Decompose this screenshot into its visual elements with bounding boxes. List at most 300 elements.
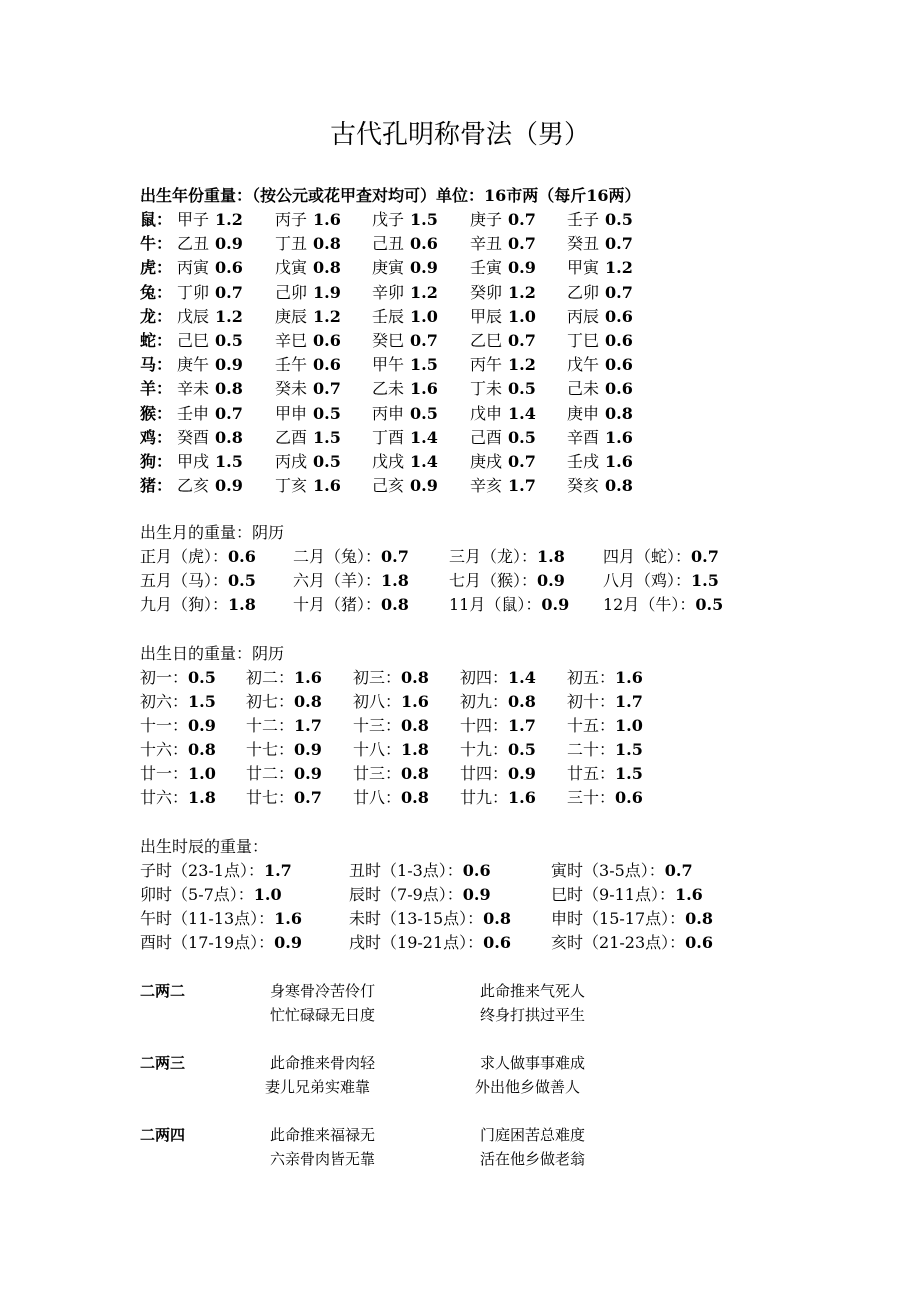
day-label: 十八： [353,740,402,759]
ganzhi: 戊午 [567,355,600,375]
heading-text: 出生日的重量：阴历 [140,644,285,663]
day-entry [353,740,429,760]
verse: 忙忙碌碌无日度 [270,1006,376,1024]
day-label: 初六： [140,692,189,711]
ganzhi: 己酉 [470,427,503,447]
year-entry [372,283,438,303]
weight-value: 1.5 [188,692,216,711]
weight-value: 0.9 [537,571,565,590]
year-entry [567,452,633,472]
poem-line [480,981,585,1001]
day-entry [567,668,643,688]
weight-value: 1.5 [410,355,438,375]
year-entry [275,404,341,424]
weight-value: 0.8 [215,427,243,447]
weight-value: 1.6 [605,427,633,447]
weight-value: 0.6 [605,306,633,326]
weight-value: 0.8 [313,258,341,278]
weight-value: 0.8 [401,668,429,687]
day-label: 初一： [140,668,189,687]
weight-value: 1.5 [615,764,643,783]
ganzhi: 己丑 [372,234,405,254]
zodiac-label [140,258,172,278]
day-label: 初二： [246,668,295,687]
year-entry [177,452,243,472]
year-entry [470,307,536,327]
year-entry [470,283,536,303]
ganzhi: 丁巳 [567,331,600,350]
hour-entry [349,933,511,953]
day-entry [567,740,643,760]
verse: 求人做事事难成 [480,1054,586,1072]
weight-value: 0.6 [215,258,243,278]
weight-value: 0.6 [605,355,633,375]
weight-value: 0.9 [541,595,570,614]
weight-value: 0.8 [294,692,322,711]
weight-value: 1.5 [313,427,341,447]
animal: 猪： [140,476,173,496]
zodiac-label [140,331,172,351]
day-entry [246,764,322,784]
day-entry [567,788,643,808]
animal: 马： [140,355,173,375]
year-entry [177,234,243,254]
weight-value: 1.6 [313,476,341,496]
poem-line [265,1077,370,1097]
ganzhi: 庚申 [567,403,600,423]
animal: 兔： [140,282,173,302]
year-entry [567,234,633,254]
poem-line [480,1053,585,1073]
month-label: 八月（鸡）： [603,571,692,590]
verse: 终身打拱过平生 [480,1006,586,1024]
year-entry [372,476,438,496]
day-label: 廿二： [246,764,295,783]
weight-value: 0.5 [695,595,724,614]
animal: 蛇： [140,331,173,350]
year-entry [470,355,536,375]
hour-entry [551,861,693,881]
verse: 此命推来骨肉轻 [270,1054,376,1072]
poem-line [270,1005,375,1025]
weight-value: 1.0 [188,764,216,783]
weight-value: 1.8 [381,571,409,590]
day-entry [140,740,216,760]
weight-value: 1.7 [508,716,536,735]
weight-value: 0.5 [508,740,536,759]
weight-value: 0.9 [462,885,491,904]
weight-value: 0.5 [605,210,633,229]
year-entry [275,331,341,351]
ganzhi: 丙申 [372,403,405,423]
year-entry [567,355,633,375]
weight-value: 1.7 [508,476,536,496]
ganzhi: 己卯 [275,282,308,302]
day-label: 三十： [567,788,616,807]
hour-entry [349,885,491,905]
ganzhi: 壬戌 [567,452,600,471]
month-entry [449,571,565,591]
hour-name: 酉时 [140,933,173,952]
hour-name: 午时 [140,909,173,928]
weight-value: 0.5 [313,452,341,471]
weight-value: 0.6 [483,933,511,952]
year-entry [470,476,536,496]
day-label: 初七： [246,692,295,711]
ganzhi: 甲午 [372,355,405,375]
weight-value: 0.6 [313,355,341,375]
month-label: 三月（龙）： [449,547,538,566]
animal: 虎： [140,258,173,278]
year-entry [567,307,633,327]
ganzhi: 丙寅 [177,258,210,278]
weight-value: 1.6 [508,788,536,807]
day-label: 廿七： [246,788,295,807]
month-entry [293,595,409,615]
ganzhi: 丙辰 [567,306,600,326]
ganzhi: 己巳 [177,331,210,350]
year-entry [275,307,341,327]
day-entry [246,692,322,712]
weight-value: 0.5 [188,668,216,687]
day-entry [140,788,216,808]
month-label: 七月（猴）： [449,571,538,590]
year-entry [177,283,243,303]
weight-value: 0.5 [508,379,536,399]
ganzhi: 丁丑 [275,234,308,254]
year-entry [567,379,633,399]
heading-text: 出生时辰的重量： [140,837,269,856]
weight-value: 0.9 [274,933,302,952]
ganzhi: 庚午 [177,355,210,375]
hour-entry [140,909,302,929]
month-label: 正月（虎）： [140,547,229,566]
verse: 身寒骨冷苦伶仃 [270,982,376,1000]
weight-value: 1.2 [410,282,438,302]
month-entry [603,595,723,615]
day-label: 十七： [246,740,295,759]
weight-value: 1.2 [313,306,341,326]
day-label: 初五： [567,668,616,687]
year-entry [177,404,243,424]
weight-value: 0.7 [691,547,719,566]
day-label: 十一： [140,716,189,735]
hour-range: （19-21点）： [381,933,484,952]
year-entry [275,258,341,278]
day-label: 廿四： [460,764,509,783]
year-entry [177,355,243,375]
year-entry [470,404,536,424]
day-label: 十二： [246,716,295,735]
weight-value: 1.6 [674,885,703,904]
hour-entry [140,861,292,881]
ganzhi: 乙丑 [177,234,210,254]
day-label: 廿九： [460,788,509,807]
hour-heading [140,837,268,857]
weight-value: 0.5 [508,427,536,447]
weight-value: 0.7 [215,282,243,302]
day-label: 十五： [567,716,616,735]
year-entry [567,210,633,230]
weight-value: 0.9 [508,258,536,278]
weight-value: 0.8 [401,788,429,807]
weight-value: 0.6 [410,234,438,254]
poem-weight [140,981,185,1001]
ganzhi: 甲寅 [567,258,600,278]
year-entry [470,452,536,472]
day-label: 十四： [460,716,509,735]
ganzhi: 丙子 [275,210,308,229]
ganzhi: 甲辰 [470,306,503,326]
ganzhi: 辛亥 [470,476,503,496]
ganzhi: 癸卯 [470,282,503,302]
zodiac-label [140,307,172,327]
weight-value: 1.0 [253,885,282,904]
month-label: 二月（兔）： [293,547,382,566]
year-entry [470,258,536,278]
hour-name: 戌时 [349,933,382,952]
poem-weight [140,1125,185,1145]
weight-value: 0.7 [410,331,438,350]
hour-entry [349,909,511,929]
year-entry [177,476,243,496]
ganzhi: 庚寅 [372,258,405,278]
day-heading [140,644,284,664]
year-entry [177,307,243,327]
weight-value: 0.9 [215,234,243,254]
weight-value: 1.6 [274,909,302,928]
ganzhi: 辛酉 [567,427,600,447]
year-entry [567,258,633,278]
weight-value: 0.8 [401,716,429,735]
ganzhi: 庚戌 [470,452,503,471]
ganzhi: 戊戌 [372,452,405,471]
day-label: 十九： [460,740,509,759]
hour-name: 寅时 [551,861,584,880]
day-entry [353,692,429,712]
hour-range: （9-11点）： [583,885,675,904]
ganzhi: 壬申 [177,403,210,423]
day-entry [353,764,429,784]
ganzhi: 乙亥 [177,476,210,496]
weight-value: 0.6 [685,933,713,952]
year-heading [140,186,641,206]
month-label: 11月（鼠）： [449,595,542,614]
month-entry [140,595,256,615]
weight-value: 1.6 [410,379,438,399]
verse: 门庭困苦总难度 [480,1126,586,1144]
weight-value: 0.7 [508,331,536,350]
ganzhi: 壬子 [567,210,600,229]
weight-value: 1.2 [215,210,243,229]
ganzhi: 癸未 [275,379,308,399]
day-entry [353,716,429,736]
day-entry [353,668,429,688]
weight-value: 0.5 [313,403,341,423]
month-label: 五月（马）： [140,571,229,590]
hour-name: 巳时 [551,885,584,904]
hour-entry [349,861,491,881]
day-entry [246,716,322,736]
month-entry [293,571,409,591]
ganzhi: 辛丑 [470,234,503,254]
month-entry [293,547,409,567]
year-entry [567,331,633,351]
ganzhi: 丁酉 [372,427,405,447]
poem-weight [140,1053,185,1073]
poem-line [270,981,375,1001]
day-label: 廿一： [140,764,189,783]
weight-value: 0.9 [215,476,243,496]
ganzhi: 乙未 [372,379,405,399]
weight-value: 1.2 [508,355,536,375]
weight-value: 1.4 [410,452,438,471]
weight-value: 0.7 [215,403,243,423]
year-entry [470,234,536,254]
weight-value: 1.4 [410,427,438,447]
day-label: 初八： [353,692,402,711]
weight-label: 二两三 [140,1054,186,1072]
weight-value: 0.9 [294,740,322,759]
hour-range: （11-13点）： [172,909,275,928]
weight-value: 0.7 [508,234,536,254]
year-entry [275,428,341,448]
weight-value: 0.6 [313,331,341,350]
ganzhi: 壬辰 [372,306,405,326]
ganzhi: 壬午 [275,355,308,375]
ganzhi: 辛卯 [372,282,405,302]
ganzhi: 丙午 [470,355,503,375]
ganzhi: 庚辰 [275,306,308,326]
ganzhi: 己亥 [372,476,405,496]
ganzhi: 壬寅 [470,258,503,278]
day-entry [460,692,536,712]
hour-name: 亥时 [551,933,584,952]
weight-value: 1.8 [401,740,429,759]
year-entry [177,258,243,278]
month-heading [140,523,284,543]
weight-value: 1.4 [508,668,536,687]
year-entry [275,476,341,496]
zodiac-label [140,452,172,472]
year-entry [177,428,243,448]
day-label: 初九： [460,692,509,711]
poem-line [480,1125,585,1145]
day-entry [460,740,536,760]
ganzhi: 癸酉 [177,427,210,447]
month-label: 十月（猪）： [293,595,382,614]
weight-value: 0.7 [664,861,693,880]
zodiac-label [140,355,172,375]
month-label: 12月（牛）： [603,595,696,614]
year-entry [567,283,633,303]
day-label: 初十： [567,692,616,711]
day-entry [567,764,643,784]
hour-range: （5-7点）： [172,885,254,904]
weight-value: 0.6 [605,331,633,350]
poem-line [270,1053,375,1073]
weight-value: 1.7 [263,861,292,880]
zodiac-label [140,379,172,399]
verse: 此命推来气死人 [480,982,586,1000]
year-entry [372,355,438,375]
month-entry [603,547,719,567]
verse: 外出他乡做善人 [475,1078,581,1096]
hour-name: 辰时 [349,885,382,904]
weight-value: 0.8 [508,692,536,711]
year-entry [372,404,438,424]
day-label: 廿三： [353,764,402,783]
month-entry [449,595,569,615]
year-entry [275,283,341,303]
weight-value: 0.8 [685,909,713,928]
ganzhi: 戊寅 [275,258,308,278]
zodiac-label [140,234,172,254]
weight-value: 1.5 [615,740,643,759]
weight-value: 0.7 [294,788,322,807]
animal: 鼠： [140,210,173,229]
day-entry [460,788,536,808]
hour-range: （15-17点）： [583,909,686,928]
day-label: 廿五： [567,764,616,783]
weight-value: 0.9 [215,355,243,375]
weight-value: 1.8 [228,595,256,614]
weight-value: 1.6 [294,668,322,687]
hour-range: （21-23点）： [583,933,686,952]
month-label: 九月（狗）： [140,595,229,614]
year-entry [470,379,536,399]
verse: 活在他乡做老翁 [480,1150,586,1168]
day-entry [246,668,322,688]
year-entry [372,307,438,327]
ganzhi: 戊子 [372,210,405,229]
animal: 鸡： [140,427,173,447]
weight-value: 0.6 [615,788,643,807]
weight-value: 0.8 [605,403,633,423]
weight-value: 0.9 [410,476,438,496]
day-entry [460,764,536,784]
poem-line [475,1077,580,1097]
hour-range: （13-15点）： [381,909,484,928]
year-entry [275,355,341,375]
year-entry [177,331,243,351]
weight-value: 0.8 [381,595,409,614]
verse: 妻儿兄弟实难靠 [265,1078,371,1096]
ganzhi: 甲戌 [177,452,210,471]
weight-value: 1.6 [401,692,429,711]
ganzhi: 辛巳 [275,331,308,350]
year-entry [372,331,438,351]
weight-value: 1.6 [313,210,341,229]
month-entry [140,571,256,591]
verse: 此命推来福禄无 [270,1126,376,1144]
ganzhi: 癸丑 [567,234,600,254]
weight-value: 1.2 [215,306,243,326]
year-entry [372,234,438,254]
weight-value: 0.9 [410,258,438,278]
year-entry [275,379,341,399]
hour-name: 子时 [140,861,173,880]
poem-line [270,1125,375,1145]
weight-value: 1.0 [410,306,438,326]
weight-value: 1.0 [615,716,643,735]
animal: 羊： [140,379,173,399]
weight-value: 1.6 [605,452,633,471]
ganzhi: 乙酉 [275,427,308,447]
day-entry [353,788,429,808]
weight-value: 0.5 [410,403,438,423]
weight-value: 1.0 [508,306,536,326]
